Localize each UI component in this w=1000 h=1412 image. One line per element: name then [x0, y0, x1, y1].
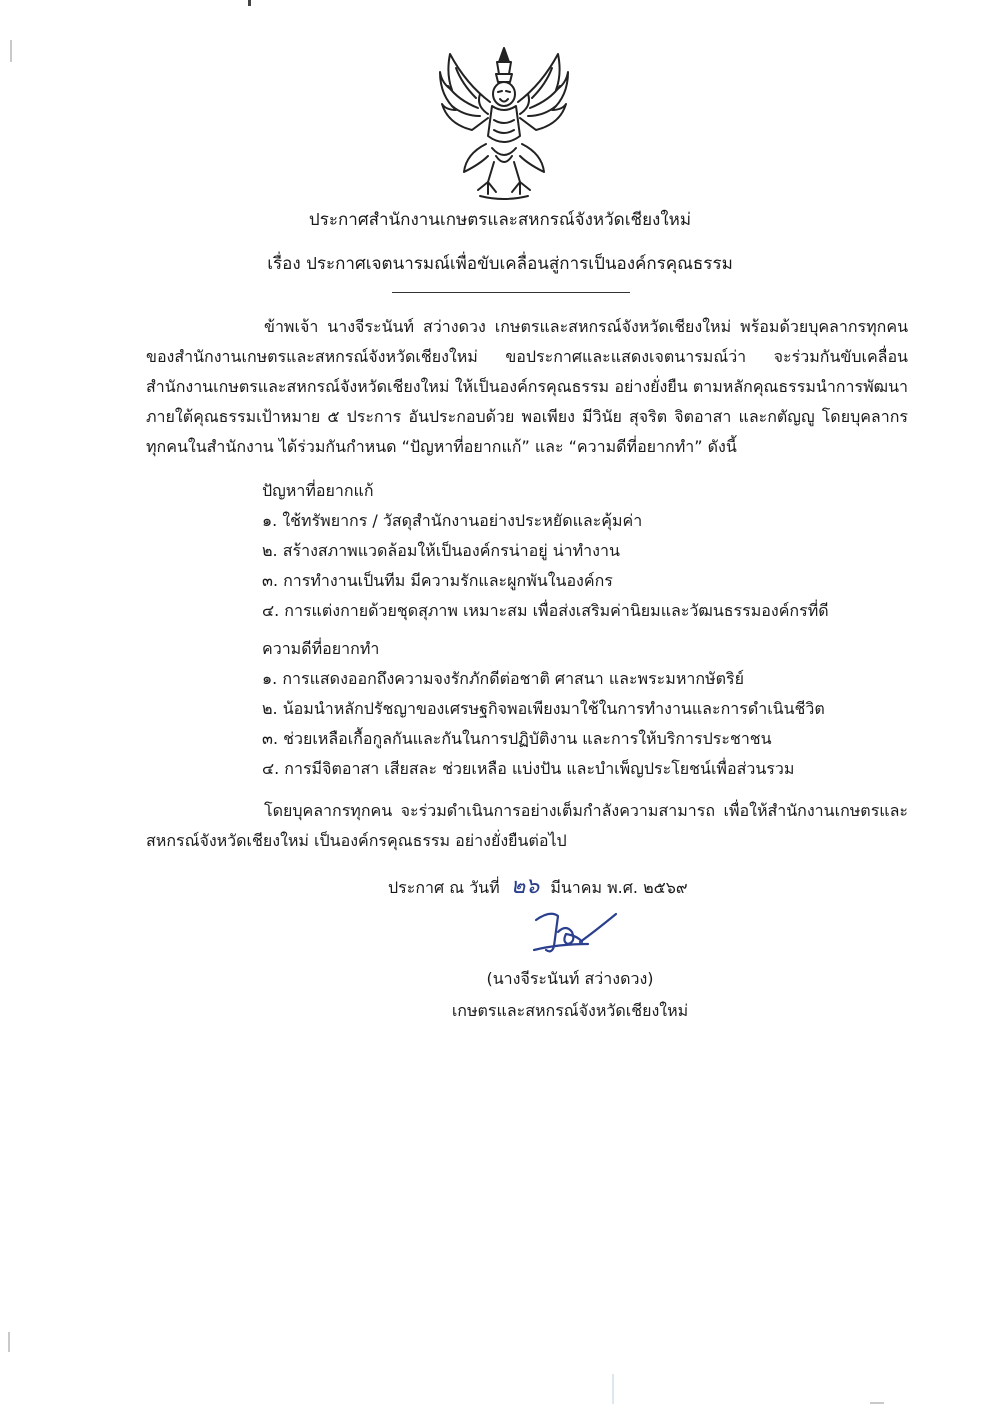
- scan-mark-top-corner: [248, 0, 251, 6]
- virtues-heading: ความดีที่อยากทำ: [262, 639, 380, 658]
- garuda-emblem: [436, 44, 572, 202]
- announcement-month-year: มีนาคม พ.ศ. ๒๕๖๙: [550, 878, 688, 897]
- closing-paragraph-text: โดยบุคลากรทุกคน จะร่วมดำเนินการอย่างเต็มกำลังความสามารถ เพื่อให้สำนักงานเกษตรและสหกรณ์จังหวัดเชียงใหม่ เป็นองค์กรคุณธรรม อย่างยั่งยืนต่อไป: [146, 801, 908, 850]
- scan-mark-bottom-left: [8, 1332, 10, 1352]
- problems-section: [262, 476, 829, 626]
- scan-mark-top: [10, 40, 12, 62]
- list-item: ๒. สร้างสภาพแวดล้อมให้เป็นองค์กรน่าอยู่ น่าทำงาน: [262, 541, 620, 560]
- announcement-day: ๒๖: [510, 874, 540, 899]
- announcement-date: [388, 872, 688, 903]
- scan-mark-bottom-mid: [612, 1374, 614, 1404]
- list-item: ๑. การแสดงออกถึงความจงรักภักดีต่อชาติ ศาสนา และพระมหากษัตริย์: [262, 669, 744, 688]
- closing-paragraph: [146, 796, 908, 856]
- list-item: ๓. การทำงานเป็นทีม มีความรักและผูกพันในองค์กร: [262, 571, 613, 590]
- signatory-position: เกษตรและสหกรณ์จังหวัดเชียงใหม่: [451, 1001, 689, 1020]
- scan-mark-bottom-right: [870, 1402, 884, 1404]
- virtues-section: [262, 634, 825, 784]
- document-subject: เรื่อง ประกาศเจตนารมณ์เพื่อขับเคลื่อนสู่การเป็นองค์กรคุณธรรม: [267, 254, 733, 274]
- announcement-prefix: ประกาศ ณ วันที่: [388, 878, 500, 897]
- list-item: ๒. น้อมนำหลักปรัชญาของเศรษฐกิจพอเพียงมาใช้ในการทำงานและการดำเนินชีวิต: [262, 699, 825, 718]
- list-item: ๑. ใช้ทรัพยากร / วัสดุสำนักงานอย่างประหยัดและคุ้มค่า: [262, 511, 643, 530]
- list-item: ๔. การแต่งกายด้วยชุดสุภาพ เหมาะสม เพื่อส่งเสริมค่านิยมและวัฒนธรรมองค์กรที่ดี: [262, 601, 829, 620]
- problems-heading: ปัญหาที่อยากแก้: [262, 481, 374, 500]
- intro-paragraph-text: ข้าพเจ้า นางจีระนันท์ สว่างดวง เกษตรและสหกรณ์จังหวัดเชียงใหม่ พร้อมด้วยบุคลากรทุกคนของสำนักงานเกษตรและสหกรณ์จังหวัดเชียงใหม่ ขอประกาศและแสดงเจตนารมณ์ว่า จะร่วมกันขับเคลื่อนสำนักงานเกษตรและสหกรณ์จังหวัดเชียงใหม่ ให้เป็นองค์กรคุณธรรม อย่างยั่งยืน ตามหลักคุณธรรมนำการพัฒนา ภายใต้คุณธรรมเป้าหมาย ๕ ประการ อันประกอบด้วย พอเพียง มีวินัย สุจริต จิตอาสา และกตัญญู โดยบุคลากรทุกคนในสำนักงาน ได้ร่วมกันกำหนด “ปัญหาที่อยากแก้” และ “ความดีที่อยากทำ” ดังนี้: [146, 317, 908, 456]
- signatory-name: (นางจีระนันท์ สว่างดวง): [486, 969, 654, 988]
- handwritten-signature: [528, 906, 620, 960]
- document-heading: ประกาศสำนักงานเกษตรและสหกรณ์จังหวัดเชียงใหม่: [308, 210, 692, 230]
- list-item: ๓. ช่วยเหลือเกื้อกูลกันและกันในการปฏิบัติงาน และการให้บริการประชาชน: [262, 729, 772, 748]
- list-item: ๔. การมีจิตอาสา เสียสละ ช่วยเหลือ แบ่งปัน และบำเพ็ญประโยชน์เพื่อส่วนรวม: [262, 759, 795, 778]
- intro-paragraph: [146, 312, 908, 462]
- heading-divider: [392, 292, 630, 293]
